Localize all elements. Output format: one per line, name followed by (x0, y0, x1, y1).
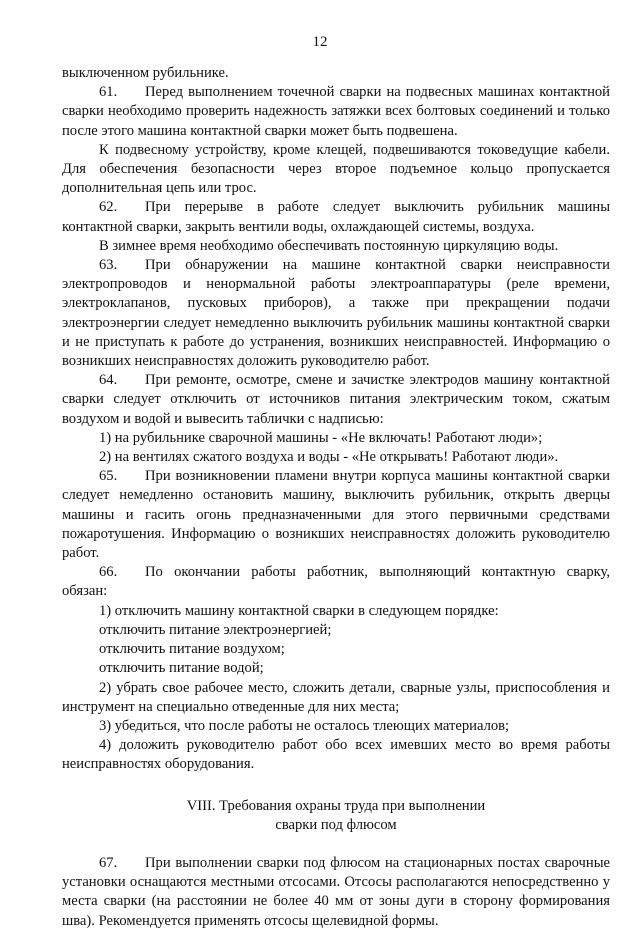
paragraph-text: При возникновении пламени внутри корпуса машины контактной сварки следует немедленно остановить машину, выключить рубильник, открыть дверцы машины и гасить огонь предназначенными для этого первичными средствами пожаротушения. Информацию о возникших неисправностях доложить руководителю работ. (62, 468, 610, 562)
paragraph-text: При обнаружении на машине контактной сварки неисправности электропроводов и ненормальной работы электроаппаратуры (реле времени, электроклапанов, пусковых приборов), а также при прекращении подачи электроэнергии следует немедленно выключить рубильник машины контактной сварки и не приступать к работе до устранения, возникших неисправностей. Информацию о возникших неисправностях доложить руководителю работ. (62, 257, 610, 370)
section-heading-line-1: VIII. Требования охраны труда при выполнении (186, 797, 486, 814)
paragraph (62, 563, 610, 601)
paragraph (62, 736, 610, 774)
paragraph (62, 602, 610, 621)
paragraph (62, 371, 610, 429)
paragraph-text: выключенном рубильнике. (62, 65, 229, 81)
paragraph-text: По окончании работы работник, выполняющий контактную сварку, обязан: (62, 564, 610, 600)
paragraph (62, 467, 610, 563)
paragraph (62, 64, 610, 83)
paragraph (62, 659, 610, 678)
paragraph-text: В зимнее время необходимо обеспечивать постоянную циркуляцию воды. (99, 237, 559, 254)
paragraph-text: отключить питание водой; (99, 660, 264, 677)
paragraph-text: 4) доложить руководителю работ обо всех имевших место во время работы неисправностях оборудования. (62, 737, 610, 773)
paragraph-text: отключить питание электроэнергией; (99, 621, 332, 638)
paragraph (62, 448, 610, 467)
clause-number: 63. (99, 257, 118, 274)
paragraph (62, 640, 610, 659)
paragraph-text: При перерыве в работе следует выключить рубильник машины контактной сварки, закрыть вентили воды, охлаждающей системы, воздуха. (62, 199, 610, 235)
paragraph-text: отключить питание воздухом; (99, 641, 285, 658)
page-number: 12 (312, 34, 328, 50)
paragraph-text: 2) на вентилях сжатого воздуха и воды - «Не открывать! Работают люди». (99, 449, 559, 466)
paragraph-text: 2) убрать свое рабочее место, сложить детали, сварные узлы, приспособления и инструмент на специально отведенные для них места; (62, 679, 610, 715)
document-body (62, 64, 610, 931)
section-heading (62, 797, 610, 835)
clause-number: 67. (99, 854, 118, 871)
paragraph (62, 198, 610, 236)
clause-number: 64. (99, 372, 118, 389)
clause-number: 62. (99, 199, 118, 216)
paragraph-group (62, 854, 610, 931)
paragraph (62, 141, 610, 199)
paragraph (62, 854, 610, 931)
paragraph (62, 256, 610, 371)
clause-number: 66. (99, 564, 118, 581)
clause-number: 61. (99, 84, 118, 101)
paragraph-text: 3) убедиться, что после работы не осталось тлеющих материалов; (99, 717, 510, 734)
paragraph-group (62, 64, 610, 775)
paragraph-text: При выполнении сварки под флюсом на стационарных постах сварочные установки оснащаются местными отсосами. Отсосы располагаются непосредственно у места сварки (на расстоянии не более 40 мм от зоны дуги в сторону формирования шва). Рекомендуется применять отсосы щелевидной формы. (62, 854, 610, 929)
paragraph-text: Перед выполнением точечной сварки на подвесных машинах контактной сварки необходимо проверить надежность затяжки всех болтовых соединений и только после этого машина контактной сварки может быть подвешена. (62, 84, 610, 139)
clause-number: 65. (99, 468, 118, 485)
paragraph (62, 679, 610, 717)
paragraph-text: 1) отключить машину контактной сварки в следующем порядке: (99, 602, 499, 619)
paragraph (62, 83, 610, 141)
paragraph (62, 717, 610, 736)
paragraph-text: К подвесному устройству, кроме клещей, подвешиваются токоведущие кабели. Для обеспечения безопасности через второе подъемное кольцо пропускается дополнительная цепь или трос. (62, 141, 610, 197)
section-heading-line-2: сварки под флюсом (275, 816, 397, 833)
paragraph (62, 429, 610, 448)
paragraph (62, 621, 610, 640)
paragraph (62, 237, 610, 256)
paragraph-text: При ремонте, осмотре, смене и зачистке электродов машину контактной сварки следует отключить от источников питания электрическим током, сжатым воздухом и водой и вывесить таблички с надписью: (62, 372, 610, 427)
paragraph-text: 1) на рубильнике сварочной машины - «Не включать! Работают люди»; (99, 429, 543, 446)
